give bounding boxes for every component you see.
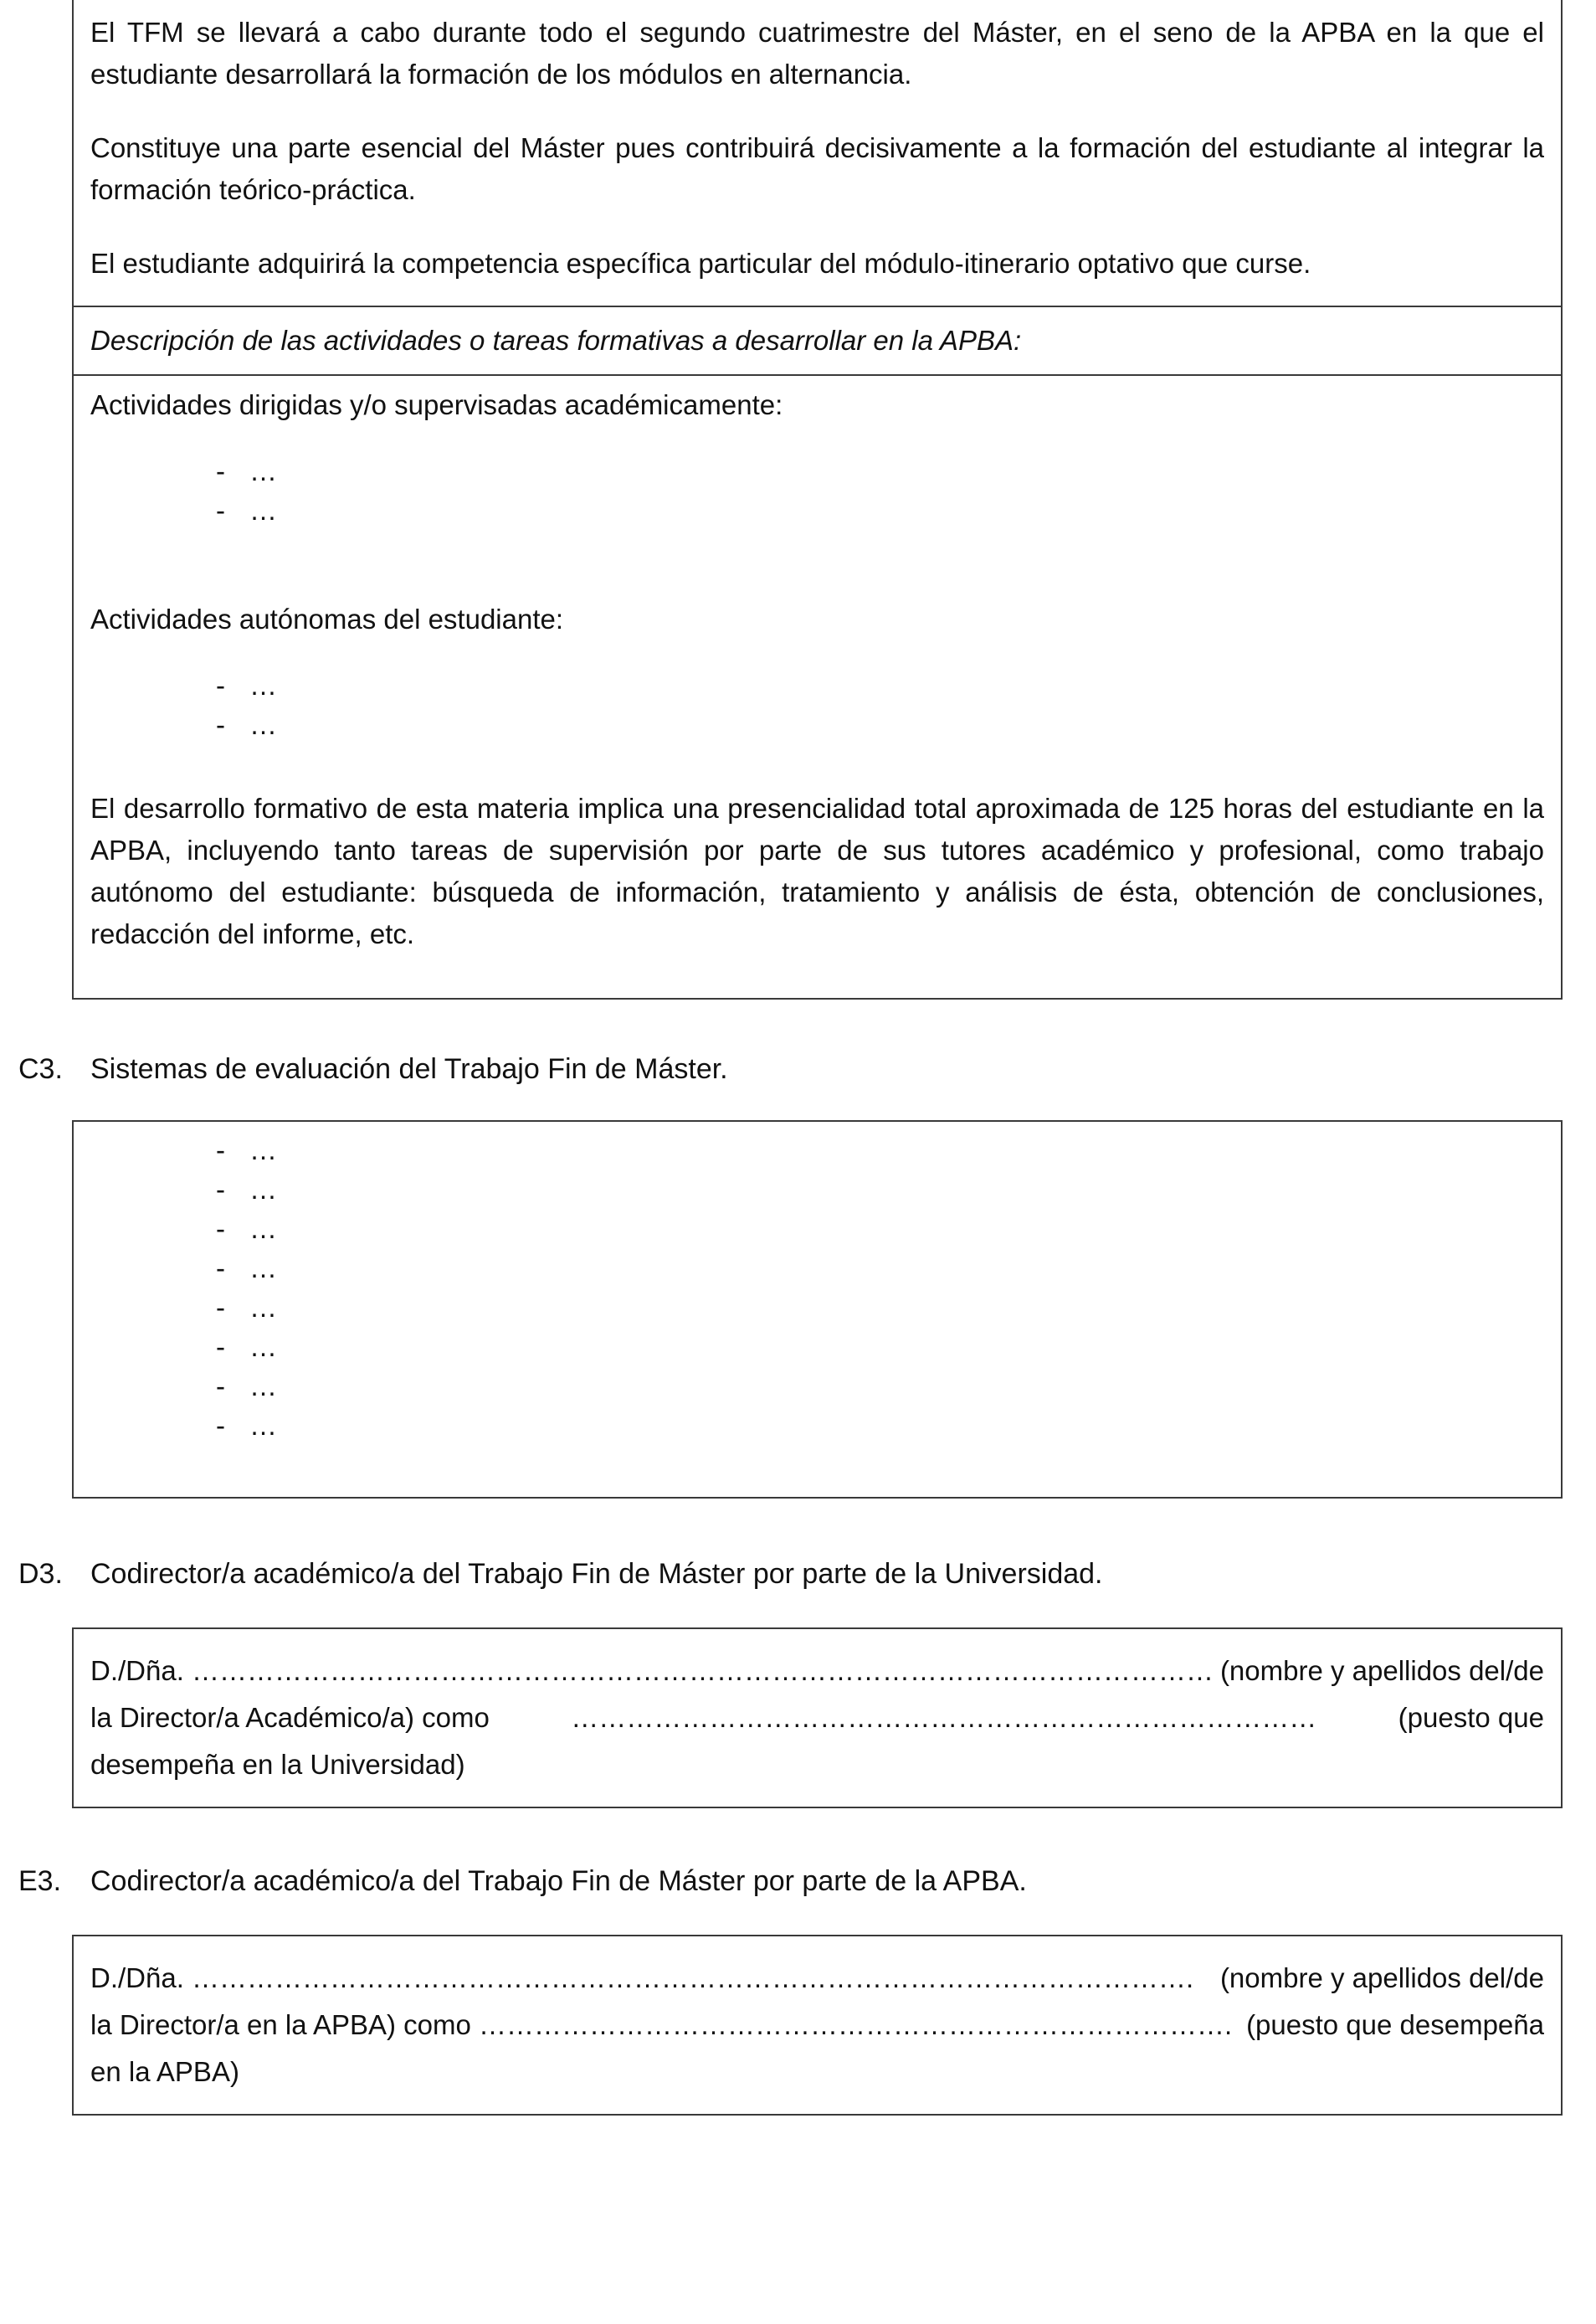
list-placeholder: … (249, 1174, 277, 1205)
evaluation-item (74, 1288, 1561, 1327)
list-dash: - (216, 1410, 225, 1441)
activities-section (74, 374, 1561, 955)
list-placeholder: … (249, 455, 277, 486)
section-title: Sistemas de evaluación del Trabajo Fin de Máster. (90, 1053, 728, 1085)
list-dash: - (216, 495, 225, 526)
position-hint: (puesto que (1398, 1702, 1544, 1733)
supervised-activities-heading: Actividades dirigidas y/o supervisadas académicamente: (90, 389, 783, 420)
workload-paragraph: El desarrollo formativo de esta materia implica una presencialidad total aproximada de 125 horas del estudiante en la APBA, incluyendo tanto tareas de supervisión por parte de sus tutores académico y profesional, como trabajo autónomo del estudiante: búsqueda de información, tratamiento y análisis de ésta, obtención de conclusiones, redacción del informe, etc. (90, 793, 1544, 949)
list-placeholder: … (249, 1134, 277, 1165)
evaluation-item (74, 1209, 1561, 1248)
section-e3-heading (18, 1860, 1027, 1902)
list-dash: - (216, 709, 225, 740)
section-d3-heading (18, 1553, 1103, 1595)
evaluation-item (74, 1248, 1561, 1288)
section-number: E3. (18, 1865, 62, 1897)
description-label: Descripción de las actividades o tareas formativas a desarrollar en la APBA: (90, 325, 1022, 356)
apba-role-line: en la APBA) (90, 2056, 239, 2087)
list-placeholder: … (249, 495, 277, 526)
intro-paragraph-2: Constituye una parte esencial del Máster pues contribuirá decisivamente a la formación del estudiante al integrar la formación teórico-práctica. (90, 132, 1544, 205)
list-dash: - (216, 455, 225, 486)
university-codirector-box (72, 1627, 1563, 1808)
list-item (74, 705, 1561, 744)
university-role-line: desempeña en la Universidad) (90, 1749, 465, 1780)
list-placeholder: … (249, 1410, 277, 1441)
apba-name-line (90, 1955, 1544, 2002)
list-dash: - (216, 1252, 225, 1283)
list-dash: - (216, 1134, 225, 1165)
list-placeholder: … (249, 1213, 277, 1244)
list-placeholder: … (249, 1370, 277, 1401)
list-placeholder: … (249, 1331, 277, 1362)
section-number: D3. (18, 1558, 63, 1590)
list-placeholder: … (249, 709, 277, 740)
supervised-activities-list (74, 451, 1561, 530)
activities-box (72, 0, 1563, 1000)
list-dash: - (216, 1331, 225, 1362)
list-placeholder: … (249, 670, 277, 701)
intro-paragraph-1: El TFM se llevará a cabo durante todo el segundo cuatrimestre del Máster, en el seno de la APBA en la que el estudiante desarrollará la formación de los módulos en alternancia. (90, 17, 1544, 90)
list-dash: - (216, 670, 225, 701)
section-number: C3. (18, 1053, 63, 1085)
autonomous-activities-heading: Actividades autónomas del estudiante: (90, 604, 564, 635)
list-dash: - (216, 1174, 225, 1205)
list-placeholder: … (249, 1292, 277, 1323)
university-position-line (90, 1694, 1544, 1741)
intro-paragraph-3: El estudiante adquirirá la competencia específica particular del módulo-itinerario optativo que curse. (90, 248, 1311, 279)
list-placeholder: … (249, 1252, 277, 1283)
section-title: Codirector/a académico/a del Trabajo Fin de Máster por parte de la APBA. (90, 1865, 1027, 1897)
apba-position-line (90, 2002, 1544, 2049)
name-placeholder: D./Dña. ………………………………………………………………………………………………. (90, 1962, 1194, 1993)
position-placeholder: ……………………………………………………………………… (571, 1702, 1317, 1733)
intro-section (74, 0, 1561, 306)
position-placeholder: la Director/a en la APBA) como ………………………………………………………………………. (90, 2009, 1233, 2040)
description-label-row (74, 306, 1561, 374)
name-hint: (nombre y apellidos del/de (1219, 1962, 1544, 1993)
list-item (74, 666, 1561, 705)
position-hint: (puesto que desempeña (1246, 2009, 1544, 2040)
list-dash: - (216, 1370, 225, 1401)
section-c3-heading (18, 1048, 728, 1090)
list-dash: - (216, 1213, 225, 1244)
evaluation-item (74, 1130, 1561, 1170)
evaluation-box (72, 1120, 1563, 1499)
name-hint: (nombre y apellidos del/de (1219, 1655, 1544, 1686)
apba-codirector-box (72, 1935, 1563, 2116)
evaluation-item (74, 1170, 1561, 1209)
autonomous-activities-list (74, 666, 1561, 744)
list-dash: - (216, 1292, 225, 1323)
list-item (74, 451, 1561, 491)
university-name-line (90, 1648, 1544, 1694)
name-placeholder: D./Dña. ………………………………………………………………………………………………… (90, 1655, 1214, 1686)
evaluation-item (74, 1406, 1561, 1445)
role-label: la Director/a Académico/a) como (90, 1702, 490, 1733)
section-title: Codirector/a académico/a del Trabajo Fin de Máster por parte de la Universidad. (90, 1558, 1103, 1590)
evaluation-item (74, 1366, 1561, 1406)
list-item (74, 491, 1561, 530)
evaluation-item (74, 1327, 1561, 1366)
